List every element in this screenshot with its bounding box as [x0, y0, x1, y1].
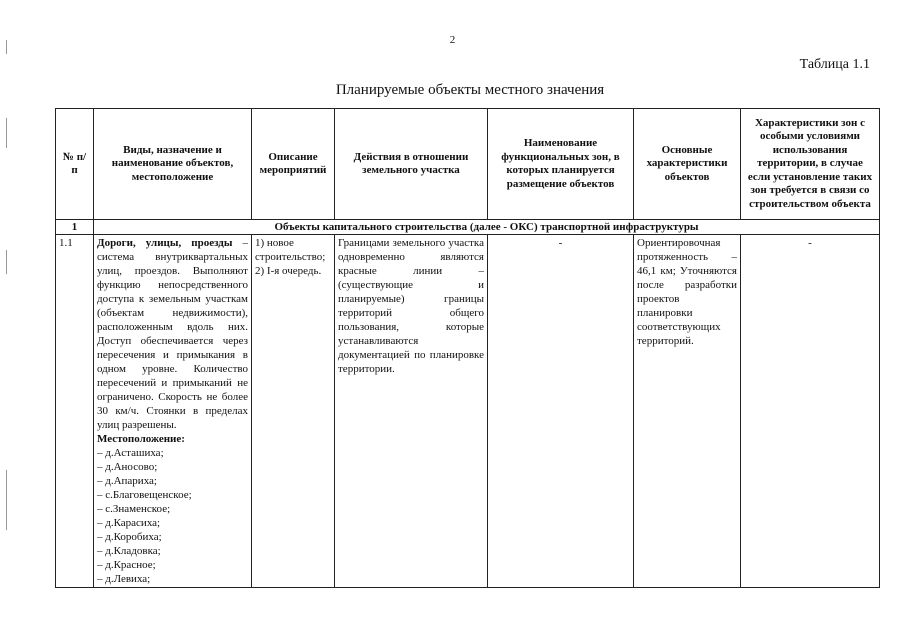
list-item: – д.Карасиха;	[97, 516, 248, 530]
table-row	[56, 235, 880, 588]
section-title: Объекты капитального строительства (далее - ОКС) транспортной инфраструктуры	[94, 220, 880, 235]
object-cell	[94, 235, 252, 588]
special-zones-cell: -	[741, 235, 880, 588]
list-item: – д.Кладовка;	[97, 544, 248, 558]
header-functional-zones: Наименование функциональных зон, в которых планируется размещение объектов	[488, 109, 634, 220]
document-title: Планируемые объекты местного значения	[335, 82, 605, 98]
characteristics-cell: Ориентировочная протяженность – 46,1 км; Уточняются после разработки проектов планировки соответствующих территорий.	[634, 235, 741, 588]
header-number: № п/п	[56, 109, 94, 220]
list-item: – с.Благовещенское;	[97, 488, 248, 502]
header-object-type: Виды, назначение и наименование объектов, местоположение	[94, 109, 252, 220]
header-measures: Описание мероприятий	[252, 109, 335, 220]
measures-cell: 1) новое строительство; 2) I-я очередь.	[252, 235, 335, 588]
functional-zones-cell: -	[488, 235, 634, 588]
list-item: – д.Красное;	[97, 558, 248, 572]
header-special-zones: Характеристики зон с особыми условиями использования территории, в случае если установление таких зон требуется в связи со строительством объекта	[741, 109, 880, 220]
list-item: – д.Коробиха;	[97, 530, 248, 544]
header-land-actions: Действия в отношении земельного участка	[335, 109, 488, 220]
section-row	[56, 220, 880, 235]
object-text	[97, 236, 248, 432]
page-number: 2	[449, 34, 456, 46]
table-header-row	[56, 109, 880, 220]
planned-objects-table	[55, 108, 880, 588]
section-number: 1	[56, 220, 94, 235]
land-actions-cell: Границами земельного участка одновременно являются красные линии – (существующие и планируемые) границы территорий общего пользования, которые устанавливаются документацией по планировке территории.	[335, 235, 488, 588]
list-item: – д.Левиха;	[97, 572, 248, 586]
list-item: – с.Знаменское;	[97, 502, 248, 516]
table-label: Таблица 1.1	[799, 57, 870, 72]
scan-edge-mark	[6, 470, 7, 530]
scan-edge-mark	[6, 118, 7, 148]
list-item: – д.Апариха;	[97, 474, 248, 488]
location-list	[97, 446, 248, 586]
header-characteristics: Основные характеристики объектов	[634, 109, 741, 220]
scan-edge-mark	[6, 250, 7, 274]
location-title: Местоположение:	[97, 433, 185, 445]
list-item: – д.Асташиха;	[97, 446, 248, 460]
list-item: – д.Аносово;	[97, 460, 248, 474]
row-number: 1.1	[56, 235, 94, 588]
object-name: Дороги, улицы, проезды	[97, 237, 233, 249]
object-description: – система внутриквартальных улиц, проездов. Выполняют функцию непосредственного доступа к земельным участкам (объектам недвижимости), расположенным вдоль них. Доступ обеспечивается через пересечения и примыкания в одном уровне. Количество пересечений и примыканий не ограничено. Скорость не более 30 км/ч. Стоянки в пределах улиц разрешены.	[97, 237, 248, 431]
